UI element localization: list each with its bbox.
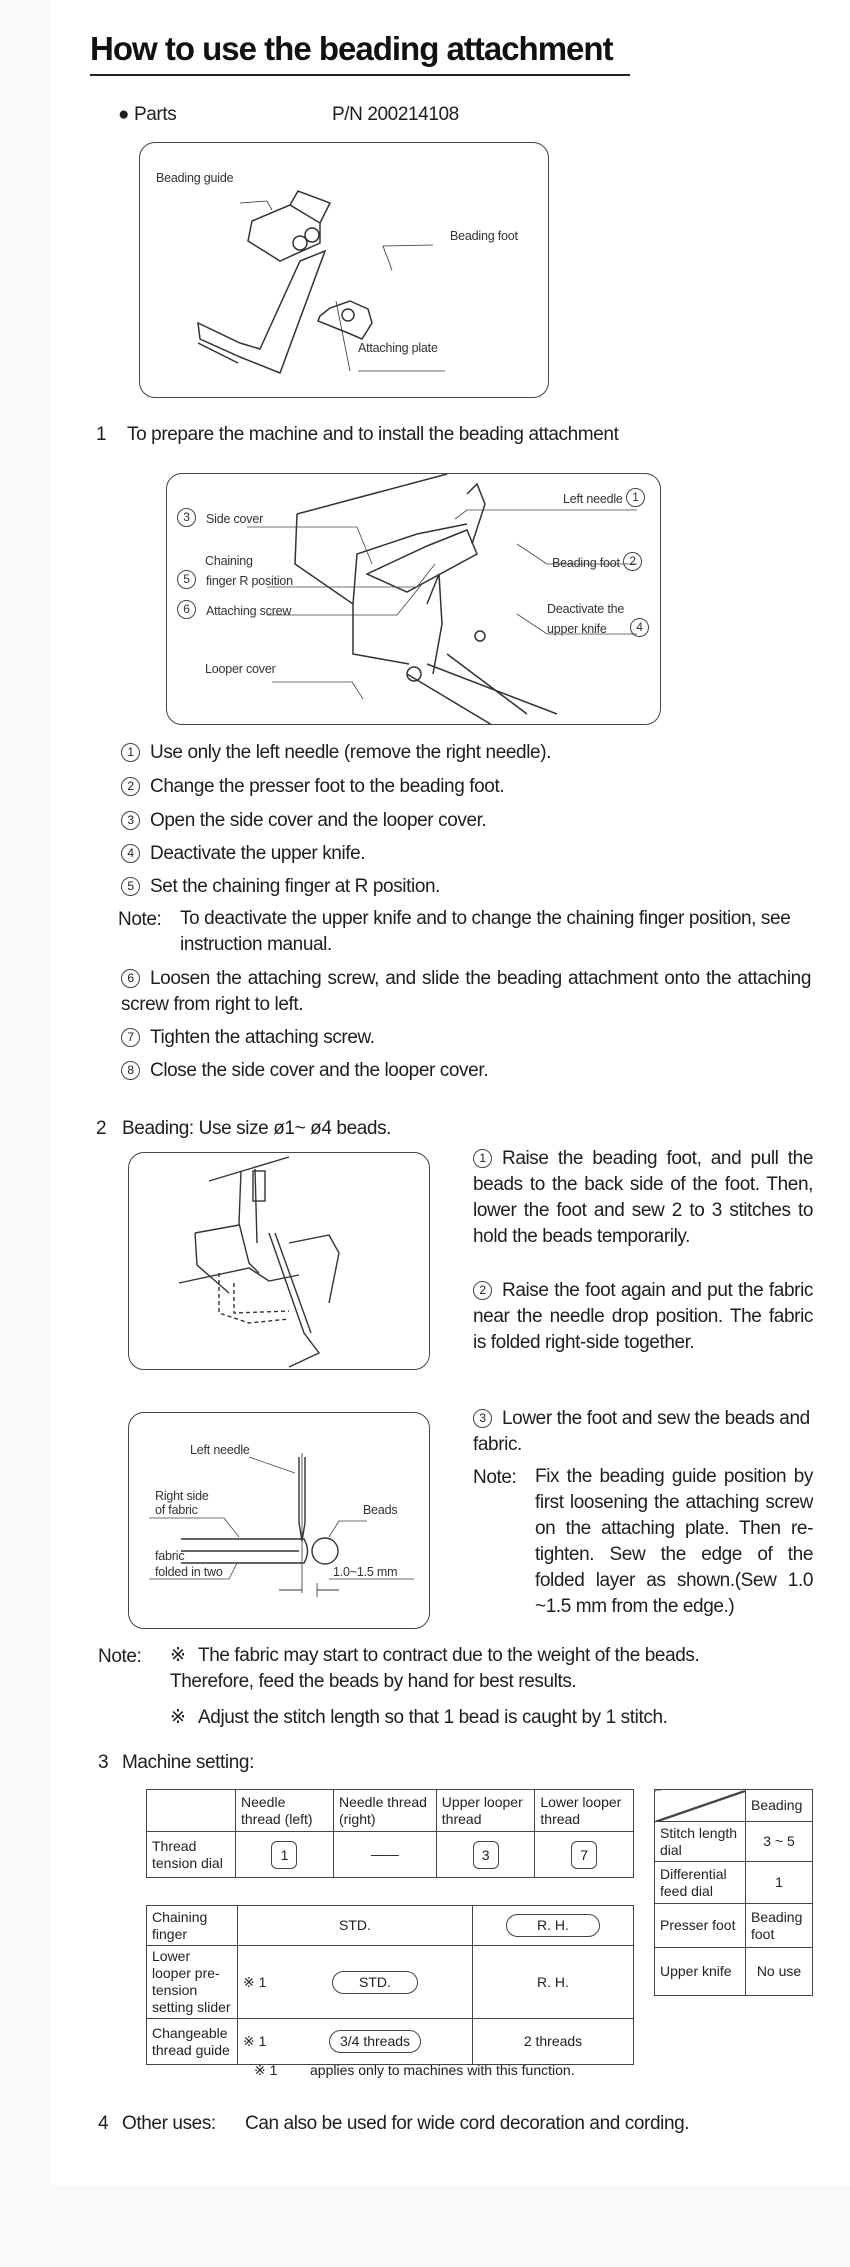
parts-figure: [139, 142, 549, 398]
value-cell: 1: [746, 1862, 813, 1904]
label-attaching-plate: Attaching plate: [358, 341, 438, 355]
std-cell: [278, 1946, 473, 2019]
machine-figure: [166, 473, 661, 725]
needle-position-figure: [128, 1412, 430, 1629]
needle-drawing: [129, 1413, 429, 1628]
step-text: Raise the foot again and put the fabric near the needle drop position. The fabric is folded right-side together.: [473, 1280, 813, 1353]
value-cell: ——: [333, 1832, 436, 1878]
title-underline: [90, 74, 630, 76]
selected-option: R. H.: [506, 1914, 600, 1937]
label-right-side-1: Right side: [155, 1489, 209, 1503]
reference-mark-icon: ※: [170, 1645, 186, 1666]
value-cell: [535, 1832, 634, 1878]
label-fabric-2: folded in two: [155, 1565, 223, 1579]
circled-number: 3: [177, 508, 196, 527]
value-cell: No use: [746, 1948, 813, 1996]
beading-sewing-figure: [128, 1152, 430, 1370]
section2-heading: Beading: Use size ø1~ ø4 beads.: [122, 1118, 392, 1139]
dial-value: 7: [571, 1841, 597, 1869]
section3-heading: Machine setting:: [122, 1752, 254, 1773]
step-text: Set the chaining finger at R position.: [150, 876, 441, 897]
label-beading-guide: Beading guide: [156, 171, 234, 185]
step-text: Deactivate the upper knife.: [150, 843, 366, 864]
circled-number: 5: [177, 570, 196, 589]
step-number: 6: [121, 969, 140, 988]
selected-option: 3/4 threads: [329, 2030, 421, 2053]
step-1: [121, 742, 551, 764]
table-row: [147, 2019, 634, 2065]
dial-value: 1: [271, 1841, 297, 1869]
table-row: [147, 1832, 634, 1878]
label-text: Beading foot: [552, 556, 620, 570]
label-deactivate-1: Deactivate the: [547, 602, 625, 616]
section2-note-label: Note:: [473, 1467, 517, 1488]
section4-text: Can also be used for wide cord decoration and cording.: [245, 2113, 690, 2134]
step-text: Tighten the attaching screw.: [150, 1027, 375, 1048]
label-left-needle: [563, 488, 655, 507]
label-text: upper knife: [547, 622, 607, 636]
section2-step-3: [473, 1406, 813, 1458]
header-cell: Beading: [746, 1790, 813, 1822]
row-label: Thread tension dial: [147, 1832, 236, 1878]
empty-cell: [147, 1790, 236, 1832]
settings-table: [146, 1905, 634, 2065]
mark-cell: ※ 1: [238, 1946, 279, 2019]
value-cell: Beading foot: [746, 1904, 813, 1948]
section4-number: 4: [98, 2113, 109, 2134]
step-text: Raise the beading foot, and pull the beads to the back side of the foot. Then, lower the foot and sew 2 to 3 stitches to hold the beads temporarily.: [473, 1148, 813, 1247]
step-7: [121, 1027, 375, 1049]
header-cell: Upper looper thread: [436, 1790, 535, 1832]
table-row: [655, 1822, 813, 1862]
label-deactivate: [547, 618, 659, 637]
notes-label: Note:: [98, 1646, 142, 1667]
row-label: Presser foot: [655, 1904, 746, 1948]
label-left-needle: Left needle: [190, 1443, 250, 1457]
note-text: The fabric may start to contract due to the weight of the beads. Therefore, feed the beads by hand for best results.: [170, 1645, 700, 1692]
label-chaining-finger-1: Chaining: [205, 554, 253, 568]
std-cell: STD.: [238, 1906, 473, 1946]
selected-option: STD.: [332, 1971, 418, 1994]
value-cell: [436, 1832, 535, 1878]
table-row: [655, 1948, 813, 1996]
step-2: [121, 776, 504, 798]
step-5: [121, 876, 440, 898]
label-text: finger R position: [206, 574, 293, 588]
table-row: [147, 1906, 634, 1946]
row-label: Lower looper pre-tension setting slider: [147, 1946, 238, 2019]
diagonal-cell: [655, 1790, 746, 1822]
label-beading-foot: Beading foot: [450, 229, 518, 243]
label-chaining-finger: [177, 570, 293, 589]
std-cell: [278, 2019, 473, 2065]
label-distance: 1.0~1.5 mm: [333, 1565, 398, 1579]
section4-label: Other uses:: [122, 2113, 216, 2134]
rh-cell: 2 threads: [473, 2019, 634, 2065]
parts-label: Parts: [133, 104, 177, 125]
value-cell: 3 ~ 5: [746, 1822, 813, 1862]
beading-settings-table: [654, 1789, 813, 1996]
part-number: P/N 200214108: [332, 104, 459, 125]
section2-step-1: [473, 1146, 813, 1250]
circled-number: 6: [177, 600, 196, 619]
section2-number: 2: [96, 1118, 107, 1139]
step-number: 3: [121, 811, 140, 830]
note-text: To deactivate the upper knife and to change the chaining finger position, see instruction manual.: [180, 908, 791, 955]
header-cell: Needle thread (right): [333, 1790, 436, 1832]
header-cell: Needle thread (left): [236, 1790, 334, 1832]
step-text: Open the side cover and the looper cover.: [150, 810, 487, 831]
step-number: 4: [121, 844, 140, 863]
rh-cell: R. H.: [473, 1946, 634, 2019]
circled-number: 4: [630, 618, 649, 637]
note-text: Adjust the stitch length so that 1 bead is caught by 1 stitch.: [198, 1707, 668, 1728]
step-number: 1: [121, 743, 140, 762]
label-looper-cover: Looper cover: [205, 662, 276, 676]
step-8: [121, 1060, 488, 1082]
label-beading-foot: [552, 552, 652, 571]
circled-number: 1: [626, 488, 645, 507]
section1-number: 1: [96, 424, 107, 445]
section1-heading: To prepare the machine and to install the beading attachment: [127, 424, 619, 445]
step-text: Lower the foot and sew the beads and fabric.: [473, 1408, 810, 1455]
step-6: [121, 966, 811, 1018]
footnote-mark: ※ 1: [254, 2062, 278, 2078]
step-text: Loosen the attaching screw, and slide the beading attachment onto the attaching screw from right to left.: [121, 968, 811, 1015]
sewing-drawing: [129, 1153, 429, 1369]
reference-mark-icon: ※: [170, 1707, 186, 1728]
step-number: 1: [473, 1149, 492, 1168]
note-label: Note:: [118, 909, 162, 930]
table-header-row: [655, 1790, 813, 1822]
dial-value: 3: [473, 1841, 499, 1869]
step-number: 7: [121, 1028, 140, 1047]
step-4: [121, 843, 365, 865]
table-row: [655, 1862, 813, 1904]
step-number: 2: [473, 1281, 492, 1300]
table-header-row: [147, 1790, 634, 1832]
step-number: 3: [473, 1409, 492, 1428]
label-attaching-screw: [177, 600, 291, 619]
label-text: Attaching screw: [206, 604, 292, 618]
table-row: [655, 1904, 813, 1948]
step-text: Use only the left needle (remove the right needle).: [150, 742, 552, 763]
label-beads: Beads: [363, 1503, 398, 1517]
bullet-icon: ●: [118, 104, 134, 125]
step-3: [121, 810, 486, 832]
step-text: Close the side cover and the looper cover.: [150, 1060, 489, 1081]
thread-tension-table: [146, 1789, 634, 1878]
footnote: [254, 2062, 575, 2079]
circled-number: 2: [623, 552, 642, 571]
row-label: Differential feed dial: [655, 1862, 746, 1904]
label-text: Left needle: [563, 492, 623, 506]
note-item-2: [170, 1705, 790, 1731]
header-cell: Lower looper thread: [535, 1790, 634, 1832]
step-number: 2: [121, 777, 140, 796]
rh-cell: [473, 1906, 634, 1946]
row-label: Chaining finger: [147, 1906, 238, 1946]
step-number: 8: [121, 1061, 140, 1080]
row-label: Stitch length dial: [655, 1822, 746, 1862]
step-text: Change the presser foot to the beading foot.: [150, 776, 505, 797]
label-fabric-1: fabric: [155, 1549, 185, 1563]
section3-number: 3: [98, 1752, 109, 1773]
parts-heading: [118, 104, 176, 126]
note-item-1: [170, 1643, 770, 1695]
mark-cell: ※ 1: [238, 2019, 279, 2065]
section2-note-text: Fix the beading guide position by first loosening the attaching screw on the attaching plate. Then re-tighten. Sew the edge of the folded layer as shown.(Sew 1.0 ~1.5 mm from the edge.): [535, 1466, 813, 1617]
table-row: [147, 1946, 634, 2019]
section2-step-2: [473, 1278, 813, 1356]
label-right-side-2: of fabric: [155, 1503, 198, 1517]
step-number: 5: [121, 877, 140, 896]
row-label: Changeable thread guide: [147, 2019, 238, 2065]
footnote-text: applies only to machines with this function.: [310, 2062, 575, 2078]
value-cell: [236, 1832, 334, 1878]
page-title: How to use the beading attachment: [90, 30, 613, 67]
label-text: Side cover: [206, 512, 264, 526]
label-side-cover: [177, 508, 263, 527]
row-label: Upper knife: [655, 1948, 746, 1996]
